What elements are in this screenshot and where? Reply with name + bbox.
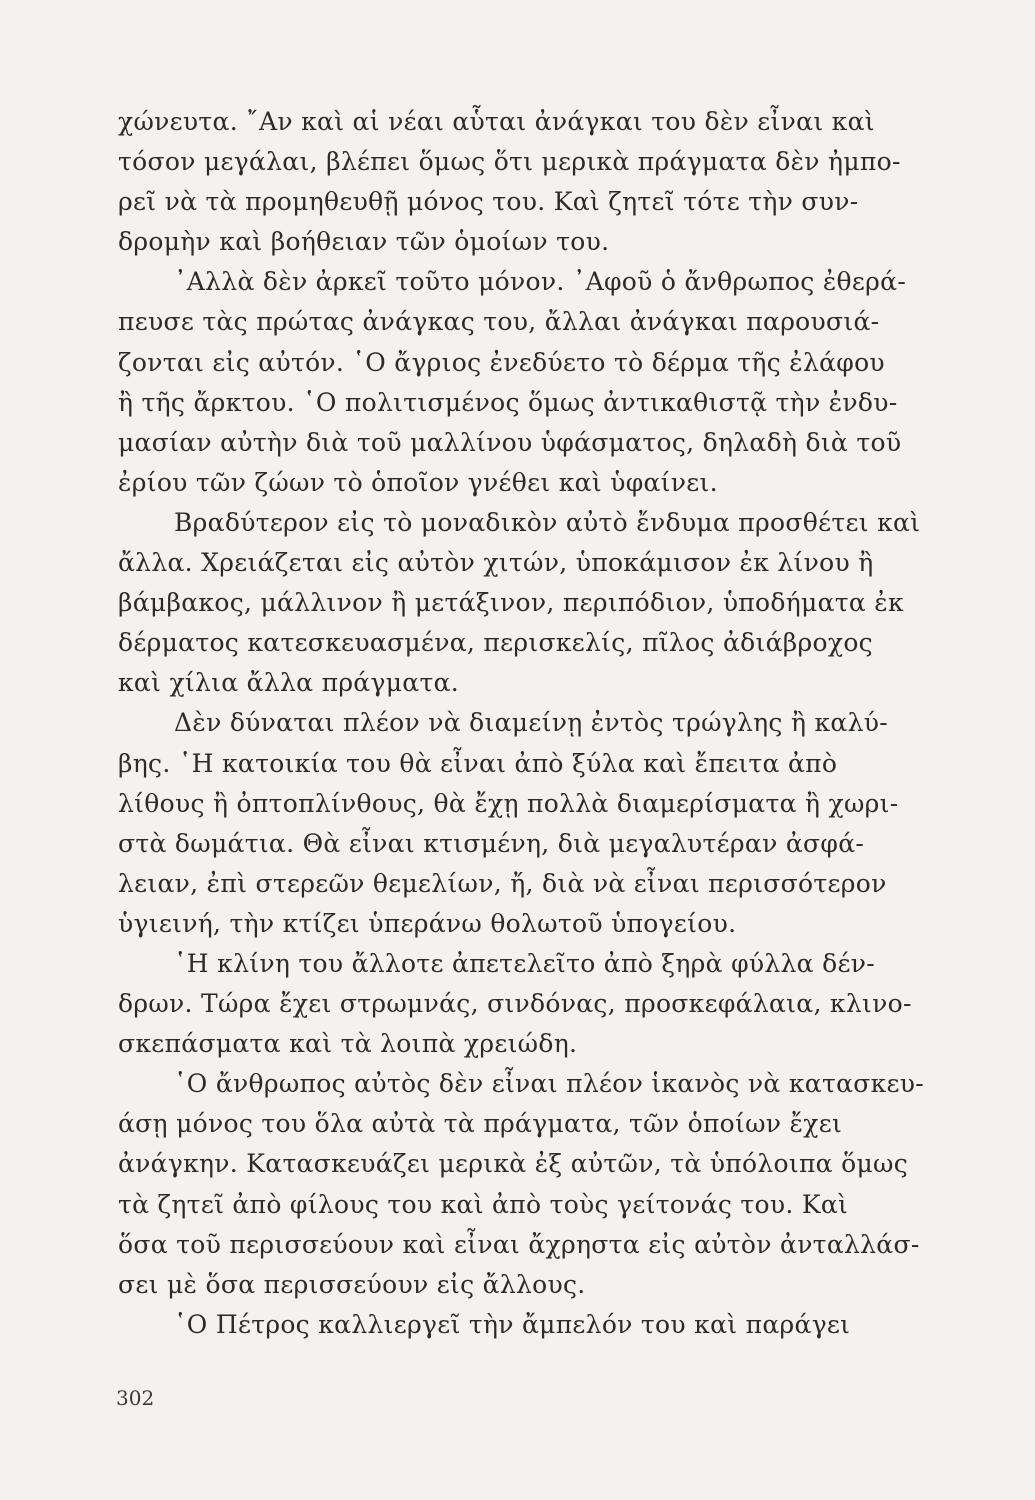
text-line: Βραδύτερον εἰς τὸ μοναδικὸν αὐτὸ ἔνδυμα προσθέτει καὶ [174, 507, 921, 537]
text-line: ῾Η κλίνη του ἄλλοτε ἀπετελεῖτο ἀπὸ ξηρὰ φύλλα δέν- [174, 948, 875, 978]
text-line: ἐρίου τῶν ζώων τὸ ὁποῖον γνέθει καὶ ὑφαίνει. [118, 467, 718, 497]
text-line: ᾿Αλλὰ δὲν ἀρκεῖ τοῦτο μόνον. ᾿Αφοῦ ὁ ἄνθρωπος ἐθερά- [174, 267, 907, 297]
page-number: 302 [116, 1386, 155, 1410]
text-line: λίθους ἢ ὀπτοπλίνθους, θὰ ἔχῃ πολλὰ διαμερίσματα ἢ χωρι- [118, 788, 899, 818]
text-line: ἄλλα. Χρειάζεται εἰς αὐτὸν χιτών, ὑποκάμισον ἐκ λίνου ἢ [118, 548, 874, 578]
text-line: πευσε τὰς πρώτας ἀνάγκας του, ἄλλαι ἀνάγκαι παρουσιά- [118, 307, 880, 337]
text-line: ῾Ο Πέτρος καλλιεργεῖ τὴν ἄμπελόν του καὶ παράγει [174, 1309, 851, 1339]
text-line: λειαν, ἐπὶ στερεῶν θεμελίων, ἤ, διὰ νὰ εἶναι περισσότερον [118, 868, 887, 898]
text-line: ἢ τῆς ἄρκτου. ῾Ο πολιτισμένος ὅμως ἀντικαθιστᾷ τὴν ἐνδυ- [118, 387, 898, 417]
text-line: βάμβακος, μάλλινον ἢ μετάξινον, περιπόδιον, ὑποδήματα ἐκ [118, 588, 904, 618]
text-line: χώνευτα. ῎Αν καὶ αἱ νέαι αὗται ἀνάγκαι του δὲν εἶναι καὶ [118, 107, 875, 136]
text-line: άσῃ μόνος του ὅλα αὐτὰ τὰ πράγματα, τῶν ὁποίων ἔχει [118, 1109, 843, 1139]
text-line: σει μὲ ὅσα περισσεύουν εἰς ἄλλους. [118, 1269, 586, 1299]
text-line: τόσον μεγάλαι, βλέπει ὅμως ὅτι μερικὰ πράγματα δὲν ἠμπο- [118, 147, 901, 177]
body-text [118, 102, 964, 1345]
text-line: ρεῖ νὰ τὰ προμηθευθῇ μόνος του. Καὶ ζητεῖ τότε τὴν συν- [118, 187, 859, 217]
text-line: δρων. Τώρα ἔχει στρωμνάς, σινδόνας, προσκεφάλαια, κλινο- [118, 989, 912, 1019]
text-line: μασίαν αὐτὴν διὰ τοῦ μαλλίνου ὑφάσματος, δηλαδὴ διὰ τοῦ [118, 427, 902, 457]
text-line: ὅσα τοῦ περισσεύουν καὶ εἶναι ἄχρηστα εἰς αὐτὸν ἀνταλλάσ- [118, 1229, 920, 1259]
text-line: δέρματος κατεσκευασμένα, περισκελίς, πῖλος ἀδιάβροχος [118, 628, 873, 658]
text-line: ὑγιεινή, τὴν κτίζει ὑπεράνω θολωτοῦ ὑπογείου. [118, 908, 737, 938]
text-line: καὶ χίλια ἄλλα πράγματα. [118, 668, 460, 698]
text-line: ἀνάγκην. Κατασκευάζει μερικὰ ἐξ αὐτῶν, τὰ ὑπόλοιπα ὅμως [118, 1149, 908, 1179]
text-line: ῾Ο ἄνθρωπος αὐτὸς δὲν εἶναι πλέον ἱκανὸς νὰ κατασκευ- [174, 1069, 925, 1099]
text-line: τὰ ζητεῖ ἀπὸ φίλους του καὶ ἀπὸ τοὺς γείτονάς του. Καὶ [118, 1189, 849, 1219]
text-line: δρομὴν καὶ βοήθειαν τῶν ὁμοίων του. [118, 227, 610, 257]
text-line: Δὲν δύναται πλέον νὰ διαμείνῃ ἐντὸς τρώγλης ἢ καλύ- [174, 708, 889, 738]
text-line: βης. ῾Η κατοικία του θὰ εἶναι ἀπὸ ξύλα καὶ ἔπειτα ἀπὸ [118, 748, 838, 778]
text-line: σκεπάσματα καὶ τὰ λοιπὰ χρειώδη. [118, 1029, 578, 1059]
text-line: ζονται εἰς αὐτόν. ῾Ο ἄγριος ἐνεδύετο τὸ δέρμα τῆς ἐλάφου [118, 347, 885, 377]
text-line: στὰ δωμάτια. Θὰ εἶναι κτισμένη, διὰ μεγαλυτέραν ἀσφά- [118, 828, 865, 858]
